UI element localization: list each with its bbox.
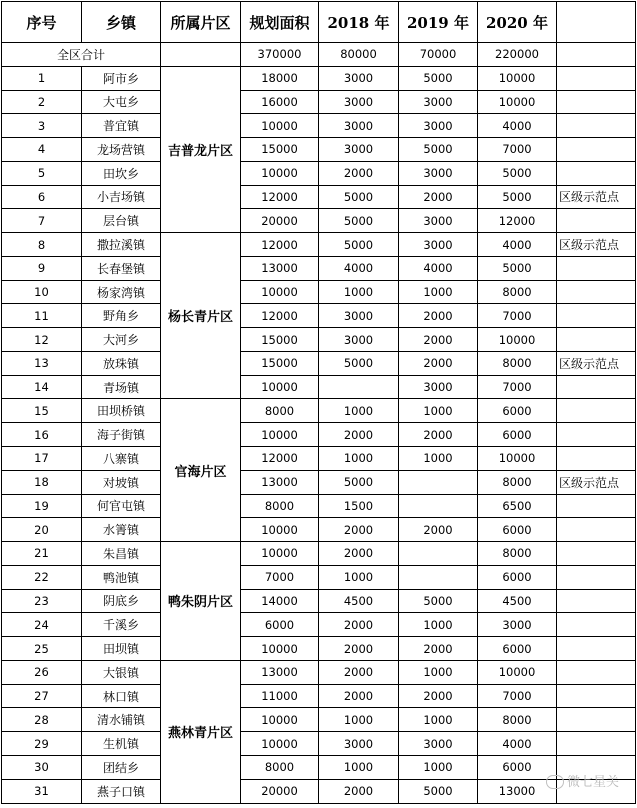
cell-2020: 7000	[478, 375, 557, 399]
cell-2020: 8000	[478, 351, 557, 375]
table-row	[2, 185, 636, 209]
cell-2018: 2000	[319, 613, 399, 637]
cell-seq: 3	[2, 114, 82, 138]
cell-2019: 5000	[399, 779, 478, 803]
cell-note	[557, 423, 636, 447]
cell-town: 田坎乡	[82, 161, 161, 185]
cell-area: 10000	[241, 542, 319, 566]
header-note	[557, 2, 636, 43]
cell-note: 区级示范点	[557, 470, 636, 494]
cell-2019: 1000	[399, 755, 478, 779]
cell-2019: 5000	[399, 138, 478, 162]
cell-2020: 7000	[478, 138, 557, 162]
cell-2020: 13000	[478, 779, 557, 803]
cell-area: 12000	[241, 185, 319, 209]
table-row	[2, 613, 636, 637]
cell-2019: 2000	[399, 351, 478, 375]
cell-2020: 4000	[478, 732, 557, 756]
cell-district: 官海片区	[161, 399, 241, 542]
table-row	[2, 708, 636, 732]
cell-town: 八寨镇	[82, 447, 161, 471]
cell-seq: 24	[2, 613, 82, 637]
cell-area: 10000	[241, 375, 319, 399]
cell-town: 燕子口镇	[82, 779, 161, 803]
cell-2020: 4500	[478, 589, 557, 613]
cell-2020: 4000	[478, 114, 557, 138]
cell-town: 大银镇	[82, 660, 161, 684]
cell-town: 青场镇	[82, 375, 161, 399]
total-label: 全区合计	[2, 43, 161, 67]
cell-2018: 3000	[319, 114, 399, 138]
cell-2019: 2000	[399, 684, 478, 708]
cell-2018: 3000	[319, 66, 399, 90]
cell-2018: 1000	[319, 280, 399, 304]
cell-area: 13000	[241, 470, 319, 494]
cell-district: 吉普龙片区	[161, 66, 241, 232]
cell-town: 朱昌镇	[82, 542, 161, 566]
cell-2018: 2000	[319, 518, 399, 542]
table-row	[2, 256, 636, 280]
cell-2020: 10000	[478, 328, 557, 352]
table-row	[2, 280, 636, 304]
cell-seq: 28	[2, 708, 82, 732]
table-row	[2, 233, 636, 257]
cell-note	[557, 304, 636, 328]
cell-2018: 4500	[319, 589, 399, 613]
cell-2019	[399, 470, 478, 494]
cell-note	[557, 494, 636, 518]
cell-district: 鸭朱阴片区	[161, 542, 241, 661]
table-row	[2, 328, 636, 352]
table-row	[2, 209, 636, 233]
cell-2020: 5000	[478, 185, 557, 209]
cell-2018	[319, 375, 399, 399]
cell-area: 16000	[241, 90, 319, 114]
cell-note	[557, 138, 636, 162]
table-row	[2, 351, 636, 375]
cell-seq: 27	[2, 684, 82, 708]
header-seq: 序号	[2, 2, 82, 43]
cell-2019: 2000	[399, 423, 478, 447]
cell-2020: 6000	[478, 423, 557, 447]
cell-2019: 3000	[399, 233, 478, 257]
cell-2019: 1000	[399, 613, 478, 637]
cell-note	[557, 542, 636, 566]
cell-note	[557, 447, 636, 471]
cell-2019	[399, 565, 478, 589]
cell-2020: 7000	[478, 684, 557, 708]
cell-town: 野角乡	[82, 304, 161, 328]
cell-2020: 4000	[478, 233, 557, 257]
cell-2018: 3000	[319, 732, 399, 756]
planning-table	[1, 1, 636, 804]
cell-town: 层台镇	[82, 209, 161, 233]
cell-note: 区级示范点	[557, 185, 636, 209]
cell-seq: 10	[2, 280, 82, 304]
cell-2020: 6000	[478, 755, 557, 779]
total-2020: 220000	[478, 43, 557, 67]
cell-2018: 1000	[319, 399, 399, 423]
cell-seq: 23	[2, 589, 82, 613]
cell-seq: 30	[2, 755, 82, 779]
cell-2020: 6000	[478, 565, 557, 589]
cell-area: 7000	[241, 565, 319, 589]
cell-district: 燕林青片区	[161, 660, 241, 803]
cell-2020: 10000	[478, 447, 557, 471]
cell-note	[557, 114, 636, 138]
wechat-icon	[546, 775, 564, 789]
cell-area: 10000	[241, 161, 319, 185]
cell-town: 大屯乡	[82, 90, 161, 114]
cell-seq: 17	[2, 447, 82, 471]
cell-town: 大河乡	[82, 328, 161, 352]
cell-seq: 13	[2, 351, 82, 375]
cell-area: 8000	[241, 494, 319, 518]
cell-2019: 1000	[399, 708, 478, 732]
header-2018: 2018 年	[319, 2, 399, 43]
cell-2019: 3000	[399, 732, 478, 756]
header-town: 乡镇	[82, 2, 161, 43]
cell-note	[557, 708, 636, 732]
total-2018: 80000	[319, 43, 399, 67]
cell-note	[557, 399, 636, 423]
cell-seq: 25	[2, 637, 82, 661]
cell-town: 林口镇	[82, 684, 161, 708]
cell-2020: 6000	[478, 399, 557, 423]
cell-note	[557, 375, 636, 399]
cell-town: 生机镇	[82, 732, 161, 756]
cell-note	[557, 518, 636, 542]
cell-area: 12000	[241, 447, 319, 471]
cell-town: 普宜镇	[82, 114, 161, 138]
cell-seq: 5	[2, 161, 82, 185]
cell-seq: 6	[2, 185, 82, 209]
cell-town: 小吉场镇	[82, 185, 161, 209]
cell-town: 海子街镇	[82, 423, 161, 447]
cell-town: 田坝镇	[82, 637, 161, 661]
cell-2020: 6000	[478, 637, 557, 661]
cell-area: 8000	[241, 755, 319, 779]
table-row	[2, 637, 636, 661]
cell-2018: 2000	[319, 660, 399, 684]
header-district: 所属片区	[161, 2, 241, 43]
cell-town: 撒拉溪镇	[82, 233, 161, 257]
cell-area: 12000	[241, 233, 319, 257]
cell-town: 杨家湾镇	[82, 280, 161, 304]
cell-2020: 10000	[478, 660, 557, 684]
cell-area: 11000	[241, 684, 319, 708]
cell-town: 水箐镇	[82, 518, 161, 542]
cell-2019: 2000	[399, 637, 478, 661]
cell-area: 12000	[241, 304, 319, 328]
cell-2018: 2000	[319, 779, 399, 803]
cell-area: 15000	[241, 351, 319, 375]
cell-2019: 1000	[399, 399, 478, 423]
table-row	[2, 494, 636, 518]
table-row	[2, 90, 636, 114]
cell-note	[557, 684, 636, 708]
cell-area: 10000	[241, 423, 319, 447]
cell-town: 对坡镇	[82, 470, 161, 494]
table-row	[2, 447, 636, 471]
cell-seq: 8	[2, 233, 82, 257]
cell-note	[557, 90, 636, 114]
cell-district: 杨长青片区	[161, 233, 241, 399]
cell-area: 10000	[241, 518, 319, 542]
header-2019: 2019 年	[399, 2, 478, 43]
table-row	[2, 589, 636, 613]
table-row	[2, 138, 636, 162]
cell-2020: 6000	[478, 518, 557, 542]
cell-seq: 21	[2, 542, 82, 566]
cell-2020: 7000	[478, 304, 557, 328]
table-row	[2, 470, 636, 494]
cell-seq: 14	[2, 375, 82, 399]
cell-2019: 3000	[399, 161, 478, 185]
cell-seq: 19	[2, 494, 82, 518]
cell-2018: 1500	[319, 494, 399, 518]
cell-2020: 10000	[478, 90, 557, 114]
cell-2018: 3000	[319, 328, 399, 352]
cell-2018: 3000	[319, 304, 399, 328]
cell-area: 10000	[241, 637, 319, 661]
cell-2020: 6500	[478, 494, 557, 518]
cell-2020: 8000	[478, 470, 557, 494]
cell-2019: 2000	[399, 304, 478, 328]
cell-2019: 5000	[399, 589, 478, 613]
total-2019: 70000	[399, 43, 478, 67]
cell-note	[557, 209, 636, 233]
cell-2019: 5000	[399, 66, 478, 90]
cell-area: 10000	[241, 732, 319, 756]
cell-2019: 2000	[399, 328, 478, 352]
table-row	[2, 684, 636, 708]
cell-2019: 3000	[399, 90, 478, 114]
table-row	[2, 304, 636, 328]
cell-2020: 5000	[478, 161, 557, 185]
table-row	[2, 161, 636, 185]
cell-2018: 4000	[319, 256, 399, 280]
table-row	[2, 399, 636, 423]
cell-seq: 29	[2, 732, 82, 756]
cell-2018: 3000	[319, 138, 399, 162]
cell-seq: 7	[2, 209, 82, 233]
cell-2018: 2000	[319, 684, 399, 708]
cell-area: 6000	[241, 613, 319, 637]
cell-town: 鸭池镇	[82, 565, 161, 589]
cell-note	[557, 660, 636, 684]
cell-seq: 2	[2, 90, 82, 114]
cell-2019: 1000	[399, 660, 478, 684]
cell-town: 田坝桥镇	[82, 399, 161, 423]
total-row	[2, 43, 636, 67]
cell-note: 区级示范点	[557, 233, 636, 257]
cell-2019: 4000	[399, 256, 478, 280]
cell-2019	[399, 494, 478, 518]
cell-town: 龙场营镇	[82, 138, 161, 162]
cell-2018: 2000	[319, 161, 399, 185]
table-row	[2, 565, 636, 589]
cell-2020: 8000	[478, 708, 557, 732]
watermark	[546, 771, 619, 790]
cell-area: 15000	[241, 328, 319, 352]
cell-seq: 9	[2, 256, 82, 280]
cell-town: 清水铺镇	[82, 708, 161, 732]
header-row	[2, 2, 636, 43]
table-row	[2, 732, 636, 756]
cell-seq: 20	[2, 518, 82, 542]
cell-note	[557, 732, 636, 756]
cell-2018: 5000	[319, 351, 399, 375]
cell-2018: 5000	[319, 185, 399, 209]
cell-2018: 1000	[319, 565, 399, 589]
cell-2019: 1000	[399, 447, 478, 471]
cell-area: 13000	[241, 660, 319, 684]
cell-note	[557, 589, 636, 613]
total-note	[557, 43, 636, 67]
cell-town: 阿市乡	[82, 66, 161, 90]
cell-note	[557, 280, 636, 304]
cell-2018: 5000	[319, 233, 399, 257]
cell-seq: 1	[2, 66, 82, 90]
cell-seq: 26	[2, 660, 82, 684]
cell-area: 10000	[241, 114, 319, 138]
cell-note	[557, 66, 636, 90]
table-row	[2, 542, 636, 566]
cell-2018: 2000	[319, 423, 399, 447]
cell-town: 何官屯镇	[82, 494, 161, 518]
cell-2019: 3000	[399, 375, 478, 399]
table-row	[2, 755, 636, 779]
cell-2018: 3000	[319, 90, 399, 114]
cell-2018: 5000	[319, 470, 399, 494]
table-row	[2, 779, 636, 803]
cell-note	[557, 565, 636, 589]
cell-seq: 4	[2, 138, 82, 162]
cell-2019: 2000	[399, 185, 478, 209]
cell-note: 区级示范点	[557, 351, 636, 375]
cell-town: 阴底乡	[82, 589, 161, 613]
cell-2020: 8000	[478, 280, 557, 304]
cell-seq: 12	[2, 328, 82, 352]
cell-area: 10000	[241, 708, 319, 732]
cell-note	[557, 256, 636, 280]
header-area: 规划面积	[241, 2, 319, 43]
cell-2019: 2000	[399, 518, 478, 542]
cell-town: 团结乡	[82, 755, 161, 779]
cell-2020: 8000	[478, 542, 557, 566]
cell-2020: 12000	[478, 209, 557, 233]
header-2020: 2020 年	[478, 2, 557, 43]
cell-seq: 11	[2, 304, 82, 328]
table-row	[2, 114, 636, 138]
cell-town: 放珠镇	[82, 351, 161, 375]
cell-2018: 5000	[319, 209, 399, 233]
cell-note	[557, 613, 636, 637]
table-row	[2, 660, 636, 684]
cell-note	[557, 637, 636, 661]
total-area: 370000	[241, 43, 319, 67]
cell-2019: 3000	[399, 209, 478, 233]
cell-seq: 16	[2, 423, 82, 447]
cell-area: 18000	[241, 66, 319, 90]
table-row	[2, 375, 636, 399]
cell-area: 10000	[241, 280, 319, 304]
table-row	[2, 518, 636, 542]
cell-seq: 22	[2, 565, 82, 589]
cell-seq: 18	[2, 470, 82, 494]
cell-2019	[399, 542, 478, 566]
table-row	[2, 66, 636, 90]
total-district	[161, 43, 241, 67]
cell-area: 20000	[241, 209, 319, 233]
cell-town: 长春堡镇	[82, 256, 161, 280]
cell-2018: 2000	[319, 542, 399, 566]
cell-2018: 1000	[319, 755, 399, 779]
cell-area: 20000	[241, 779, 319, 803]
cell-note	[557, 161, 636, 185]
table-row	[2, 423, 636, 447]
cell-2018: 1000	[319, 708, 399, 732]
cell-2020: 3000	[478, 613, 557, 637]
cell-2020: 10000	[478, 66, 557, 90]
cell-seq: 15	[2, 399, 82, 423]
cell-area: 14000	[241, 589, 319, 613]
cell-2018: 2000	[319, 637, 399, 661]
cell-seq: 31	[2, 779, 82, 803]
cell-2019: 3000	[399, 114, 478, 138]
cell-2018: 1000	[319, 447, 399, 471]
cell-area: 15000	[241, 138, 319, 162]
cell-2020: 5000	[478, 256, 557, 280]
watermark-text: 微七星关	[566, 775, 619, 790]
cell-area: 8000	[241, 399, 319, 423]
cell-2019: 1000	[399, 280, 478, 304]
cell-area: 13000	[241, 256, 319, 280]
cell-town: 千溪乡	[82, 613, 161, 637]
cell-note	[557, 328, 636, 352]
